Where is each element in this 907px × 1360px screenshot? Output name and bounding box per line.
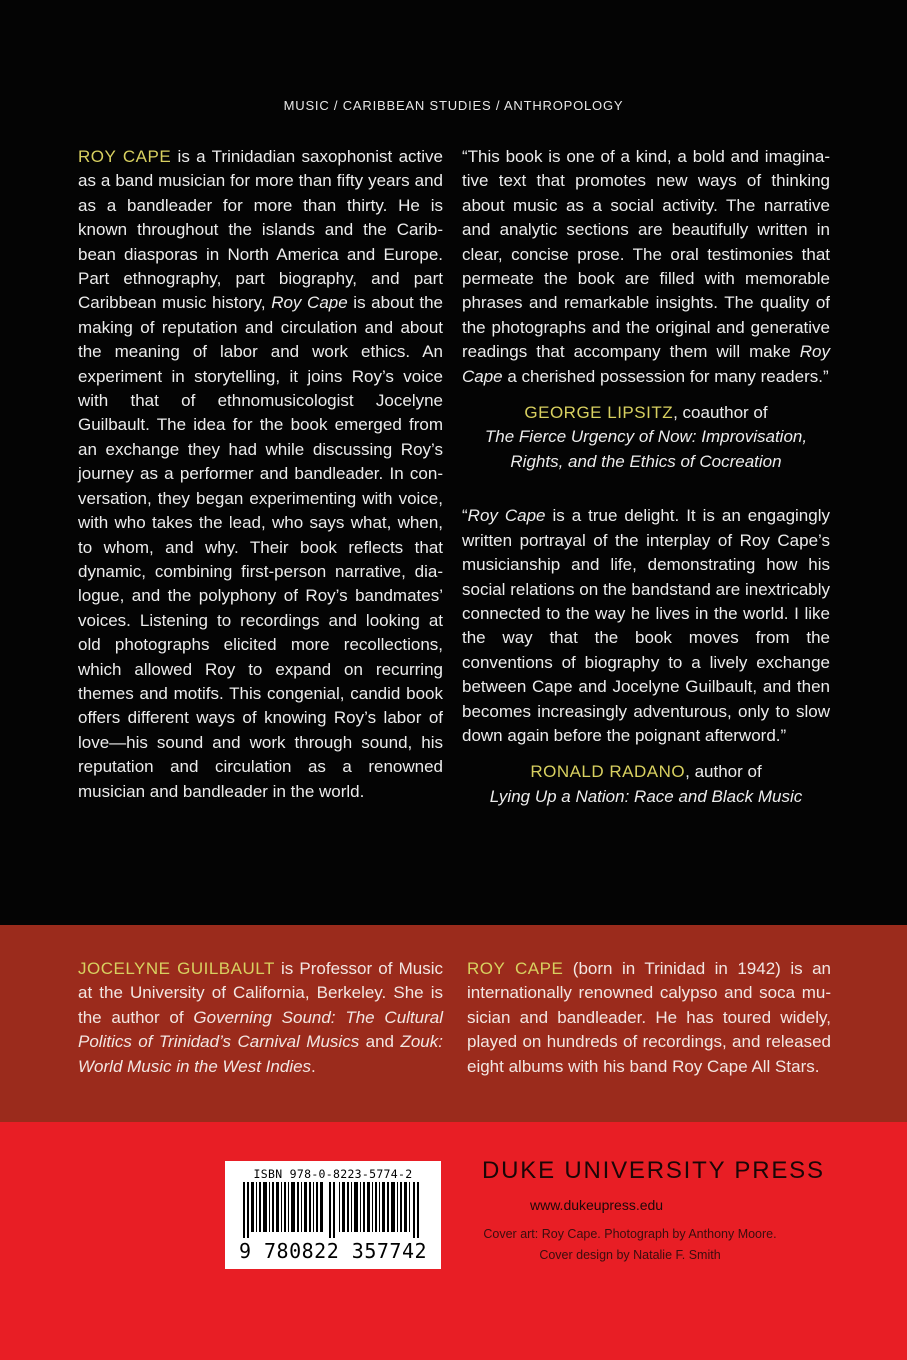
description-title: Roy Cape — [271, 293, 348, 313]
bio-guilbault-book-2: Zouk: World Music in the West Indies — [78, 1032, 443, 1076]
bio-cape — [467, 957, 831, 1079]
barcode-number: 9 780822 357742 — [238, 1239, 428, 1263]
blurb-2-quote-text: is a true delight. It is an engagingly written portrayal of the interplay of Roy Cape’s musicianship and life, demonstrating how his social relations on the bandstand are inextricably connected to the way he lives in the world. I like the way that the book moves from the conventions of biography to a lively exchange between Cape and Jocelyne Guilbault, and then becomes increasingly adventurous, only to slow down again before the poignant afterword.” — [462, 506, 830, 745]
blurbs-column — [462, 145, 830, 809]
blurb-1-quote-title: Roy Cape — [462, 342, 830, 386]
bio-guilbault — [78, 957, 443, 1079]
blurb-1-quote-1: “This book is one of a kind, a bold and imaginative text that promotes new ways of thinking about music as a social activity. The narrative and analytic sections are beautifully written in clear, concise prose. The oral testimonies that permeate the book are filled with memorable phrases and remarkable insights. The quality of the photographs and the original and generative readings that accompany them will make — [462, 147, 830, 362]
book-description — [78, 145, 443, 804]
barcode-icon — [233, 1182, 433, 1238]
blurb-2-book-line-1: Lying Up a Nation: Race and Black Music — [489, 786, 803, 806]
bio-cape-text-1: (born in Trinidad in 1942) is an internationally renowned calypso and soca musician and bandleader. He has toured widely, played on hundreds of recordings, and released eight albums with his band Roy Cape All Stars. — [467, 959, 831, 1076]
cover-art-credit: Cover art: Roy Cape. Photograph by Anthony Moore. — [483, 1227, 777, 1241]
blurb-1-book-line-2: Rights, and the Ethics of Cocreation — [510, 451, 782, 471]
cover-design-credit: Cover design by Natalie F. Smith — [539, 1248, 721, 1262]
bio-cape-name: ROY CAPE — [467, 959, 564, 978]
blurb-radano-attribution — [462, 760, 830, 809]
blurb-lipsitz-attribution — [462, 401, 830, 474]
category-line: MUSIC / CARIBBEAN STUDIES / ANTHROPOLOGY — [283, 98, 624, 113]
blurb-2-quote-title: Roy Cape — [467, 506, 546, 526]
bio-guilbault-book-1: Governing Sound: The Cultural Politics of Trinidad’s Carnival Musics — [78, 1007, 444, 1052]
bio-guilbault-name: JOCELYNE GUILBAULT — [78, 959, 275, 978]
blurb-lipsitz-quote — [462, 145, 830, 389]
bio-guilbault-text-2: and — [359, 1032, 401, 1052]
barcode-box — [225, 1161, 441, 1269]
description-name: ROY CAPE — [78, 147, 172, 166]
blurb-radano-quote — [462, 504, 830, 748]
blurb-2-quote-open: “ — [462, 506, 468, 526]
blurb-1-role: , coauthor of — [673, 403, 768, 423]
blurb-1-quote-2: a cherished possession for many readers.” — [502, 366, 829, 386]
blurb-2-author: RONALD RADANO — [530, 762, 686, 782]
bio-guilbault-text-3: . — [311, 1056, 316, 1076]
description-text-2: is about the making of reputation and circulation and about the meaning of labor and work ethics. An experiment in storytelling, it joins Roy’s voice with that of ethnomusicologist Jocelyne Guilbault. The idea for the book emerged from an exchange they had while discussing Roy’s journey as a performer and bandleader. In conversation, they began experimenting with voice, with who takes the lead, who says what, when, to whom, and why. Their book reflects that dynamic, combining first-person narrative, dialogue, and the polyphony of Roy’s bandmates’ voices. Listening to recordings and looking at old photographs elicited more recollections, which allowed Roy to expand on recurring themes and motifs. This congenial, candid book offers different ways of knowing Roy’s labor of love—his sound and work through sound, his reputation and circulation as a renowned musician and bandleader in the world. — [78, 293, 443, 801]
blurb-1-book-line-1: The Fierce Urgency of Now: Improvisation, — [484, 427, 808, 447]
press-url[interactable]: www.dukeupress.edu — [530, 1197, 664, 1213]
isbn-label: ISBN 978-0-8223-5774-2 — [253, 1167, 413, 1181]
press-name: DUKE UNIVERSITY PRESS — [482, 1157, 825, 1184]
description-text-1: is a Trinidadian saxophonist active as a band musician for more than fifty years and as a bandleader for more than thirty. He is known throughout the islands and the Caribbean diasporas in North America and Europe. Part ethnography, part biography, and part Caribbean music history, — [78, 147, 443, 313]
blurb-1-author: GEORGE LIPSITZ — [524, 403, 674, 423]
bio-guilbault-text-1: is Professor of Music at the University of California, Berkeley. She is the author of — [78, 959, 443, 1027]
blurb-2-role: , author of — [685, 762, 762, 782]
